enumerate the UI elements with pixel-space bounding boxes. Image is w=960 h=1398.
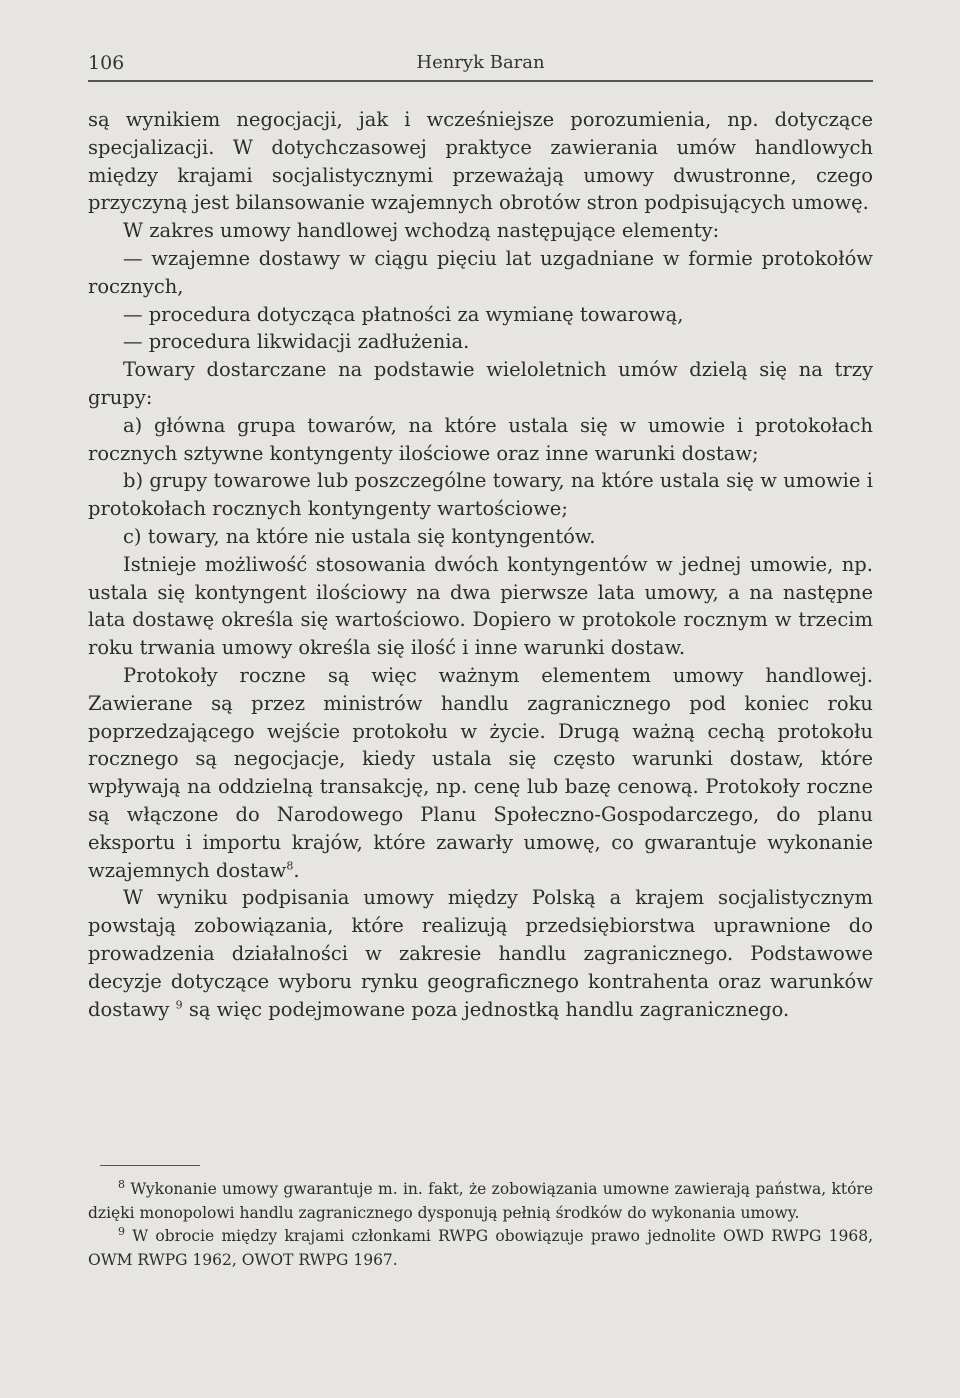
footnote-text: W obrocie między krajami członkami RWPG obowiązuje prawo jednolite OWD RWPG 1968, OWM RWPG 1962, OWOT RWPG 1967.	[88, 1227, 873, 1269]
page-header	[88, 50, 873, 78]
footnote-ref-9[interactable]: 9	[175, 998, 183, 1011]
paragraph: są wynikiem negocjacji, jak i wcześniejsze porozumienia, np. dotyczące specjalizacji. W dotychczasowej praktyce zawierania umów handlowych między krajami socjalistycznymi przeważają umowy dwustronne, czego przyczyną jest bilansowanie wzajemnych obrotów stron podpisujących umowę.	[88, 108, 873, 215]
body-text	[88, 106, 873, 1023]
footnote-ref-8[interactable]: 8	[286, 859, 294, 873]
running-head: Henryk Baran	[416, 52, 545, 73]
paragraph-text-cont: są więc podejmowane poza jednostką handlu zagranicznego.	[188, 997, 790, 1021]
footnote-text: Wykonanie umowy gwarantuje m. in. fakt, że zobowiązania umowne zawierają państwa, które dzięki monopolowi handlu zagranicznego dysponują pełnią środków do wykonania umowy.	[88, 1180, 873, 1222]
footnotes	[88, 1178, 873, 1272]
paragraph-end: .	[293, 858, 300, 882]
list-item: — procedura dotycząca płatności za wymianę towarową,	[123, 302, 684, 326]
list-item: — procedura likwidacji zadłużenia.	[123, 330, 470, 354]
paragraph: Towary dostarczane na podstawie wieloletnich umów dzielą się na trzy grupy:	[88, 358, 873, 409]
paragraph	[88, 884, 873, 1023]
paragraph-text: W wyniku podpisania umowy między Polską a krajem socjalistycznym powstają zobowiązania, które realizują przedsiębiorstwa uprawnione do prowadzenia działalności w zakresie handlu zagranicznego. Podstawowe decyzje dotyczące wyboru rynku geograficznego kontrahenta oraz warunków dostawy	[88, 886, 873, 1021]
header-rule	[88, 80, 873, 82]
list-item: c) towary, na które nie ustala się kontyngentów.	[123, 524, 596, 548]
footnote-rule	[100, 1165, 200, 1166]
footnote-9	[88, 1225, 873, 1272]
paragraph-text: Protokoły roczne są więc ważnym elementem umowy handlowej. Zawierane są przez ministrów handlu zagranicznego pod koniec roku poprzedzającego wejście protokołu w życie. Drugą ważną cechą protokołu rocznego są negocjacje, kiedy ustala się często warunki dostaw, które wpływają na oddzielną transakcję, np. cenę lub bazę cenową. Protokoły roczne są włączone do Narodowego Planu Społeczno-Gospodarczego, do planu eksportu i importu krajów, które zawarły umowę, co gwarantuje wykonanie wzajemnych dostaw	[88, 663, 873, 882]
list-item: — wzajemne dostawy w ciągu pięciu lat uzgadniane w formie protokołów rocznych,	[88, 246, 873, 298]
footnote-mark: 8	[118, 1177, 125, 1191]
page-number: 106	[88, 52, 125, 74]
list-item: a) główna grupa towarów, na które ustala się w umowie i protokołach rocznych sztywne kontyngenty ilościowe oraz inne warunki dostaw;	[88, 413, 873, 465]
footnote-mark: 9	[118, 1224, 125, 1238]
paragraph	[88, 662, 873, 884]
paragraph: W zakres umowy handlowej wchodzą następujące elementy:	[123, 219, 720, 243]
list-item: b) grupy towarowe lub poszczególne towary, na które ustala się w umowie i protokołach rocznych kontyngenty wartościowe;	[88, 469, 873, 521]
footnote-8	[88, 1178, 873, 1225]
paragraph: Istnieje możliwość stosowania dwóch kontyngentów w jednej umowie, np. ustala się kontyngent ilościowy na dwa pierwsze lata umowy, a na następne lata dostawę określa się wartościowo. Dopiero w protokole rocznym w trzecim roku trwania umowy określa się ilość i inne warunki dostaw.	[88, 552, 873, 660]
